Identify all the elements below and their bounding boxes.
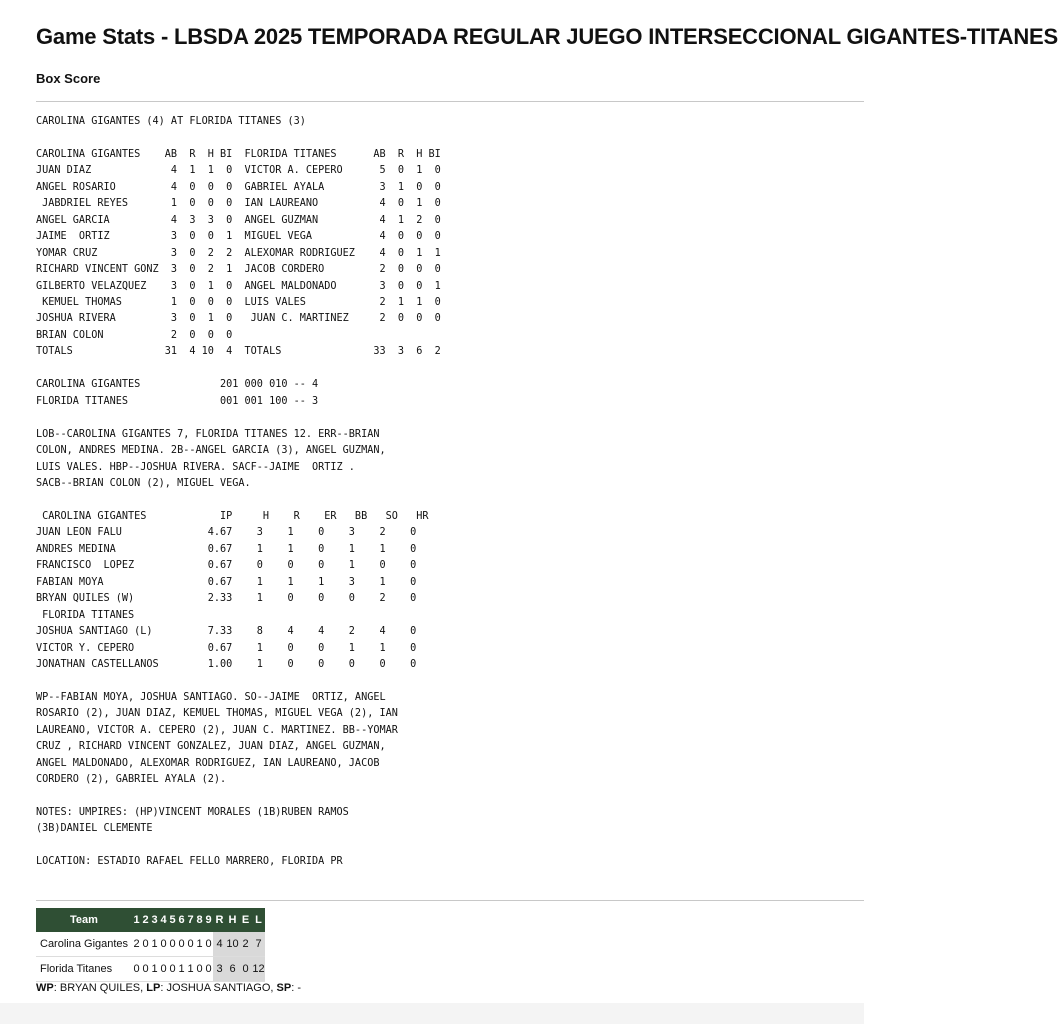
header-inning-1: 1: [132, 908, 141, 932]
sp-label: SP: [276, 982, 292, 994]
inning-score: 0: [141, 932, 150, 957]
wp-label: WP: [36, 982, 54, 994]
total-errors: 0: [239, 957, 252, 982]
inning-score: 0: [159, 957, 168, 982]
team-name: Florida Titanes: [36, 957, 132, 982]
box-score-text: CAROLINA GIGANTES (4) AT FLORIDA TITANES (3) CAROLINA GIGANTES AB R H BI FLORIDA TITANES AB R H BI JUAN DIAZ 4 1 1 0 VICTOR A. CEPERO 5 0 1 0 ANGEL ROSARIO 4 0 0 0 GABRIEL AYALA 3 1 0 0 JABDRIEL REYES 1 0 0 0 IAN LAUREANO 4 0 1 0 ANGEL GARCIA 4 3 3 0 ANGEL GUZMAN 4 1 2 0 JAIME ORTIZ 3 0 0 1 MIGUEL VEGA 4 0 0 0 YOMAR CRUZ 3 0 2 2 ALEXOMAR RODRIGUEZ 4 0 1 1 RICHARD VINCENT GONZ 3 0 2 1 JACOB CORDERO 2 0 0 0 GILBERTO VELAZQUEZ 3 0 1 0 ANGEL MALDONADO 3 0 0 1 KEMUEL THOMAS 1 0 0 0 LUIS VALES 2 1 1 0 JOSHUA RIVERA 3 0 1 0 JUAN C. MARTINEZ 2 0 0 0 BRIAN COLON 2 0 0 0 TOTALS 31 4 10 4 TOTALS 33 3 6 2 CAROLINA GIGANTES 201 000 010 -- 4 FLORIDA TITANES 001 001 100 -- 3 LOB--CAROLINA GIGANTES 7, FLORIDA TITANES 12. ERR--BRIAN COLON, ANDRES MEDINA. 2B--ANGEL GARCIA (3), ANGEL GUZMAN, LUIS VALES. HBP--JOSHUA RIVERA. SACF--JAIME ORTIZ . SACB--BRIAN COLON (2), MIGUEL VEGA. CAROLINA GIGANTES IP H R ER BB SO HR JUAN LEON FALU 4.67 3 1 0 3 2 0 ANDRES MEDINA 0.67 1 1 0 1 1 0 FRANCISCO LOPEZ 0.67 0 0 0 1 0 0 FABIAN MOYA 0.67 1 1 1 3 1 0 BRYAN QUILES (W) 2.33 1 0 0 0 2 0 FLORIDA TITANES JOSHUA SANTIAGO (L) 7.33 8 4 4 2 4 0 VICTOR Y. CEPERO 0.67 1 0 0 1 1 0 JONATHAN CASTELLANOS 1.00 1 0 0 0 0 0 WP--FABIAN MOYA, JOSHUA SANTIAGO. SO--JAIME ORTIZ, ANGEL ROSARIO (2), JUAN DIAZ, KEMUEL THOMAS, MIGUEL VEGA (2), IAN LAUREANO, VICTOR A. CEPERO (2), JUAN C. MARTINEZ. BB--YOMAR CRUZ , RICHARD VINCENT GONZALEZ, JUAN DIAZ, ANGEL GUZMAN, ANGEL MALDONADO, ALEXOMAR RODRIGUEZ, IAN LAUREANO, JACOB CORDERO (2), GABRIEL AYALA (2). NOTES: UMPIRES: (HP)VINCENT MORALES (1B)RUBEN RAMOS (3B)DANIEL CLEMENTE LOCATION: ESTADIO RAFAEL FELLO MARRERO, FLORIDA PR: [36, 116, 441, 868]
linescore-row-away: [36, 932, 265, 957]
total-hits: 10: [226, 932, 239, 957]
inning-score: 0: [177, 932, 186, 957]
inning-score: 0: [159, 932, 168, 957]
header-inning-6: 6: [177, 908, 186, 932]
page-title: Game Stats - LBSDA 2025 TEMPORADA REGULAR JUEGO INTERSECCIONAL GIGANTES-TITANES: [36, 24, 1058, 49]
divider-bottom: [36, 900, 864, 901]
inning-score: 2: [132, 932, 141, 957]
header-inning-5: 5: [168, 908, 177, 932]
header-inning-7: 7: [186, 908, 195, 932]
inning-score: 1: [150, 932, 159, 957]
header-inning-4: 4: [159, 908, 168, 932]
total-lob: 7: [252, 932, 265, 957]
box-score-heading: Box Score: [36, 71, 101, 86]
inning-score: 0: [204, 957, 213, 982]
inning-score: 1: [186, 957, 195, 982]
header-team: Team: [36, 908, 132, 932]
header-inning-2: 2: [141, 908, 150, 932]
inning-score: 0: [186, 932, 195, 957]
inning-score: 0: [132, 957, 141, 982]
linescore-table: [36, 908, 265, 982]
losing-pitcher: JOSHUA SANTIAGO: [166, 982, 271, 994]
total-lob: 12: [252, 957, 265, 982]
inning-score: 1: [177, 957, 186, 982]
inning-score: 1: [150, 957, 159, 982]
inning-score: 0: [141, 957, 150, 982]
linescore-header-row: [36, 908, 265, 932]
divider-top: [36, 101, 864, 102]
header-hits: H: [226, 908, 239, 932]
header-lob: L: [252, 908, 265, 932]
lp-label: LP: [146, 982, 161, 994]
header-inning-9: 9: [204, 908, 213, 932]
total-runs: 3: [213, 957, 226, 982]
footer-band: [0, 1003, 864, 1024]
total-errors: 2: [239, 932, 252, 957]
inning-score: 0: [168, 932, 177, 957]
header-inning-3: 3: [150, 908, 159, 932]
inning-score: 0: [195, 957, 204, 982]
winning-pitcher: BRYAN QUILES: [59, 982, 141, 994]
team-name: Carolina Gigantes: [36, 932, 132, 957]
header-errors: E: [239, 908, 252, 932]
pitching-decisions: WP: BRYAN QUILES, LP: JOSHUA SANTIAGO, SP: -: [36, 982, 301, 994]
inning-score: 1: [195, 932, 204, 957]
header-runs: R: [213, 908, 226, 932]
save-pitcher: -: [297, 982, 301, 994]
header-inning-8: 8: [195, 908, 204, 932]
total-runs: 4: [213, 932, 226, 957]
inning-score: 0: [204, 932, 213, 957]
linescore-row-home: [36, 957, 265, 982]
inning-score: 0: [168, 957, 177, 982]
total-hits: 6: [226, 957, 239, 982]
